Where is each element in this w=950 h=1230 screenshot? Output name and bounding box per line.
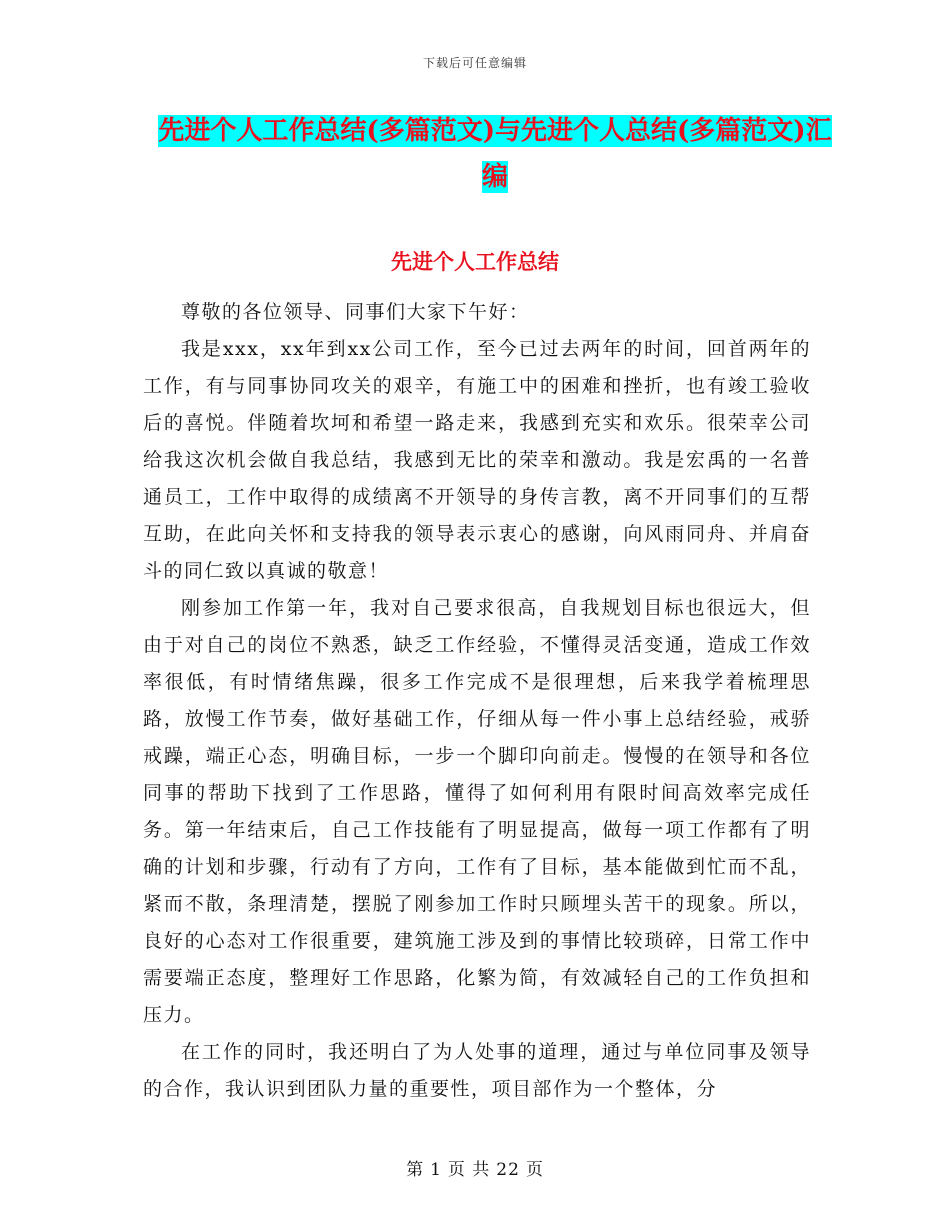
footer-prefix: 第 bbox=[406, 1160, 425, 1180]
paragraph: 我是xxx，xx年到xx公司工作，至今已过去两年的时间，回首两年的工作，有与同事协同攻关的艰辛，有施工中的困难和挫折，也有竣工验收后的喜悦。伴随着坎坷和希望一路走来，我感到充实和欢乐。很荣幸公司给我这次机会做自我总结，我感到无比的荣幸和激动。我是宏禹的一名普通员工，工作中取得的成绩离不开领导的身传言教，离不开同事们的互帮互助，在此向关怀和支持我的领导表示衷心的感谢，向风雨同舟、并肩奋斗的同仁致以真诚的敬意！ bbox=[143, 338, 811, 582]
paragraph: 刚参加工作第一年，我对自己要求很高，自我规划目标也很远大，但由于对自己的岗位不熟悉，缺乏工作经验，不懂得灵活变通，造成工作效率很低，有时情绪焦躁，很多工作完成不是很理想，后来我学着梳理思路，放慢工作节奏，做好基础工作，仔细从每一件小事上总结经验，戒骄戒躁，端正心态，明确目标，一步一个脚印向前走。慢慢的在领导和各位同事的帮助下找到了工作思路，懂得了如何利用有限时间高效率完成任务。第一年结束后，自己工作技能有了明显提高，做每一项工作都有了明确的计划和步骤，行动有了方向，工作有了目标，基本能做到忙而不乱，紧而不散，条理清楚，摆脱了刚参加工作时只顾埋头苦干的现象。所以，良好的心态对工作很重要，建筑施工涉及到的事情比较琐碎，日常工作中需要端正态度，整理好工作思路，化繁为简，有效减轻自己的工作负担和压力。 bbox=[143, 597, 811, 1026]
page-footer bbox=[0, 1155, 950, 1180]
body-text bbox=[143, 294, 811, 1108]
footer-suffix: 页 bbox=[525, 1160, 544, 1180]
page-number: 1 bbox=[430, 1160, 442, 1180]
footer-mid: 页 共 bbox=[447, 1160, 491, 1180]
paragraph: 在工作的同时，我还明白了为人处事的道理，通过与单位同事及领导的合作，我认识到团队力量的重要性，项目部作为一个整体，分 bbox=[143, 1041, 811, 1100]
page-total: 22 bbox=[496, 1160, 520, 1180]
document-title-text: 先进个人工作总结(多篇范文)与先进个人总结(多篇范文)汇编 bbox=[158, 116, 832, 192]
document-title bbox=[150, 108, 840, 200]
paragraph-greeting: 尊敬的各位领导、同事们大家下午好： bbox=[181, 301, 530, 323]
section-title: 先进个人工作总结 bbox=[391, 249, 559, 274]
header-note: 下载后可任意编辑 bbox=[422, 56, 527, 70]
